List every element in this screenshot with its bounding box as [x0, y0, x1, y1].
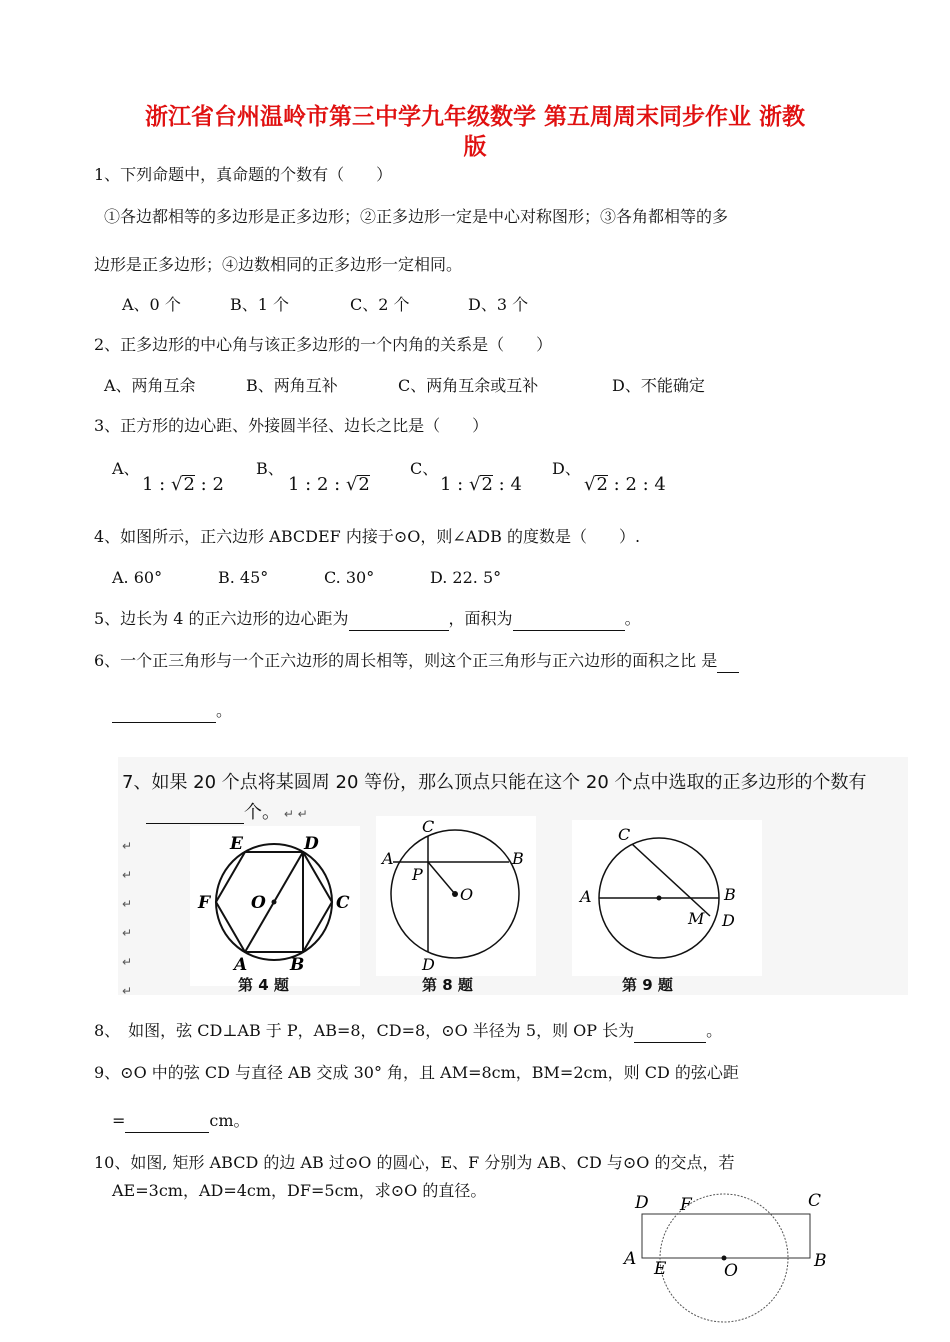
- fig8-label-d: D: [422, 955, 435, 974]
- q6-line1: [94, 650, 739, 673]
- fig9-label-m: M: [688, 909, 705, 928]
- q3-choice-c-label: C、: [410, 459, 439, 478]
- q3-choice-c-math: 1 : √2 : 4: [440, 474, 522, 495]
- fig10-label-o: O: [724, 1261, 738, 1281]
- q5-stem-c: 。: [624, 609, 641, 628]
- q3-d-radicand: 2: [596, 474, 608, 495]
- q3-choice-b-label: B、: [256, 459, 284, 478]
- q7-blank[interactable]: [146, 802, 244, 824]
- fig9-label-d: D: [722, 911, 735, 930]
- q5-stem-b: ，面积为: [448, 609, 513, 628]
- q3-a-part3: : 2: [200, 474, 224, 495]
- q10-line2: AE=3cm，AD=4cm，DF=5cm，求⊙O 的直径。: [112, 1181, 487, 1200]
- q3-b-part1: 1 : 2 :: [288, 474, 341, 495]
- q1-body-line1: ①各边都相等的多边形是正多边形；②正多边形一定是中心对称图形；③各角都相等的多: [104, 207, 729, 226]
- q3-choice-d-math: √2 : 2 : 4: [584, 474, 666, 495]
- q1-choice-a: A、0 个: [122, 295, 181, 314]
- q2-choice-c: C、两角互余或互补: [398, 376, 539, 395]
- q9-line2: [112, 1110, 250, 1133]
- fig10-label-f: F: [680, 1195, 692, 1215]
- q2-stem: 2、正多边形的中心角与该正多边形的一个内角的关系是（ ）: [94, 335, 553, 354]
- paragraph-marks: ↵ ↵ ↵ ↵ ↵ ↵: [122, 839, 133, 998]
- fig4-label-b: B: [290, 955, 305, 975]
- figure-4: [190, 826, 360, 986]
- q1-stem: 1、下列命题中，真命题的个数有（ ）: [94, 165, 393, 184]
- q3-choice-a-math: 1 : √2 : 2: [142, 474, 224, 495]
- fig10-label-e: E: [654, 1259, 667, 1279]
- q3-c-part3: : 4: [498, 474, 522, 495]
- q3-a-part1: 1 :: [142, 474, 166, 495]
- fig8-label-o: O: [460, 885, 474, 904]
- page-title-line2: 版: [463, 133, 487, 160]
- q3-choice-d-label: D、: [552, 459, 581, 478]
- fig9-label-a: A: [580, 887, 592, 906]
- q4-choice-b: B. 45°: [218, 568, 269, 587]
- q7-line2: 个。 ↵ ↵: [146, 798, 308, 824]
- fig10-label-b: B: [814, 1251, 827, 1271]
- q6-blank-part2[interactable]: [112, 700, 216, 723]
- fig8-label-b: B: [512, 849, 524, 868]
- q7-end: 个。: [244, 802, 280, 823]
- q4-choice-c: C. 30°: [324, 568, 375, 587]
- fig4-label-d: D: [304, 834, 319, 854]
- fig8-label-c: C: [422, 817, 435, 836]
- q2-choice-d: D、不能确定: [612, 376, 705, 395]
- q6-line2: [112, 700, 232, 723]
- figure-8: [376, 816, 536, 976]
- figure-10: [618, 1188, 838, 1338]
- fig9-label-c: C: [618, 825, 631, 844]
- q9-unit: cm。: [209, 1111, 250, 1130]
- q3-b-radicand: 2: [358, 474, 370, 495]
- q8-end: 。: [706, 1021, 723, 1040]
- fig4-label-e: E: [230, 834, 243, 854]
- q1-choice-b: B、1 个: [230, 295, 290, 314]
- q4-stem: 4、如图所示，正六边形 ABCDEF 内接于⊙O，则∠ADB 的度数是（ ）.: [94, 527, 641, 546]
- q5-blank-1[interactable]: [349, 608, 449, 631]
- fig4-label-f: F: [198, 893, 211, 913]
- fig4-label-c: C: [336, 893, 350, 913]
- q7-stem: 7、如果 20 个点将某圆周 20 等份，那么顶点只能在这个 20 个点中选取的正多边形的个数有: [122, 772, 867, 793]
- q2-choice-b: B、两角互补: [246, 376, 338, 395]
- figure-9: [572, 820, 762, 976]
- q3-a-radicand: 2: [183, 474, 195, 495]
- q2-choice-a: A、两角互余: [104, 376, 196, 395]
- q3-choice-a-label: A、: [112, 459, 140, 478]
- page-title-line1: 浙江省台州温岭市第三中学九年级数学 第五周周末同步作业 浙教: [144, 103, 805, 130]
- fig10-label-d: D: [635, 1193, 649, 1213]
- fig4-label-o: O: [251, 893, 266, 913]
- q9-stem: 9、⊙O 中的弦 CD 与直径 AB 交成 30° 角，且 AM=8cm，BM=2cm，则 CD 的弦心距: [94, 1063, 739, 1082]
- q6-end: 。: [216, 701, 233, 720]
- q5-blank-2[interactable]: [513, 608, 625, 631]
- q3-d-part2: : 2 : 4: [613, 474, 666, 495]
- fig9-center: [657, 896, 662, 901]
- q9-eq: =: [112, 1111, 126, 1130]
- fig4-label-a: A: [234, 955, 248, 975]
- q1-choice-c: C、2 个: [350, 295, 410, 314]
- fig8-label-a: A: [382, 849, 394, 868]
- fig9-label-b: B: [724, 885, 736, 904]
- fig4-center: [272, 900, 277, 905]
- q3-c-part1: 1 :: [440, 474, 464, 495]
- fig8-label-p: P: [412, 865, 423, 884]
- q8-line: [94, 1020, 722, 1043]
- q6-stem: 6、一个正三角形与一个正六边形的周长相等，则这个正三角形与正六边形的面积之比 是: [94, 651, 718, 670]
- q1-choice-d: D、3 个: [468, 295, 529, 314]
- fig10-rectangle: [642, 1214, 810, 1258]
- q3-stem: 3、正方形的边心距、外接圆半径、边长之比是（ ）: [94, 416, 489, 435]
- q8-blank[interactable]: [634, 1020, 706, 1043]
- fig4-caption: 第 4 题: [238, 976, 289, 994]
- q3-choice-b-math: 1 : 2 : √2: [288, 474, 370, 495]
- q4-choice-d: D. 22. 5°: [430, 568, 502, 587]
- fig10-label-c: C: [808, 1191, 822, 1211]
- fig10-center: [722, 1256, 727, 1261]
- q5-stem-a: 5、边长为 4 的正六边形的边心距为: [94, 609, 349, 628]
- q1-body-line2: 边形是正多边形；④边数相同的正多边形一定相同。: [94, 255, 463, 274]
- q10-stem: 10、如图, 矩形 ABCD 的边 AB 过⊙O 的圆心，E、F 分别为 AB、CD 与⊙O 的交点，若: [94, 1153, 735, 1172]
- fig8-center: [452, 891, 458, 897]
- q6-blank-part1[interactable]: [717, 650, 739, 673]
- fig10-label-a: A: [624, 1249, 637, 1269]
- fig8-caption: 第 8 题: [422, 976, 473, 994]
- q4-choice-a: A. 60°: [112, 568, 163, 587]
- fig9-caption: 第 9 题: [622, 976, 673, 994]
- q8-stem: 8、 如图，弦 CD⊥AB 于 P，AB=8，CD=8，⊙O 半径为 5，则 OP 长为: [94, 1021, 635, 1040]
- q9-blank[interactable]: [125, 1110, 209, 1133]
- q5-line: [94, 608, 641, 631]
- q3-c-radicand: 2: [481, 474, 493, 495]
